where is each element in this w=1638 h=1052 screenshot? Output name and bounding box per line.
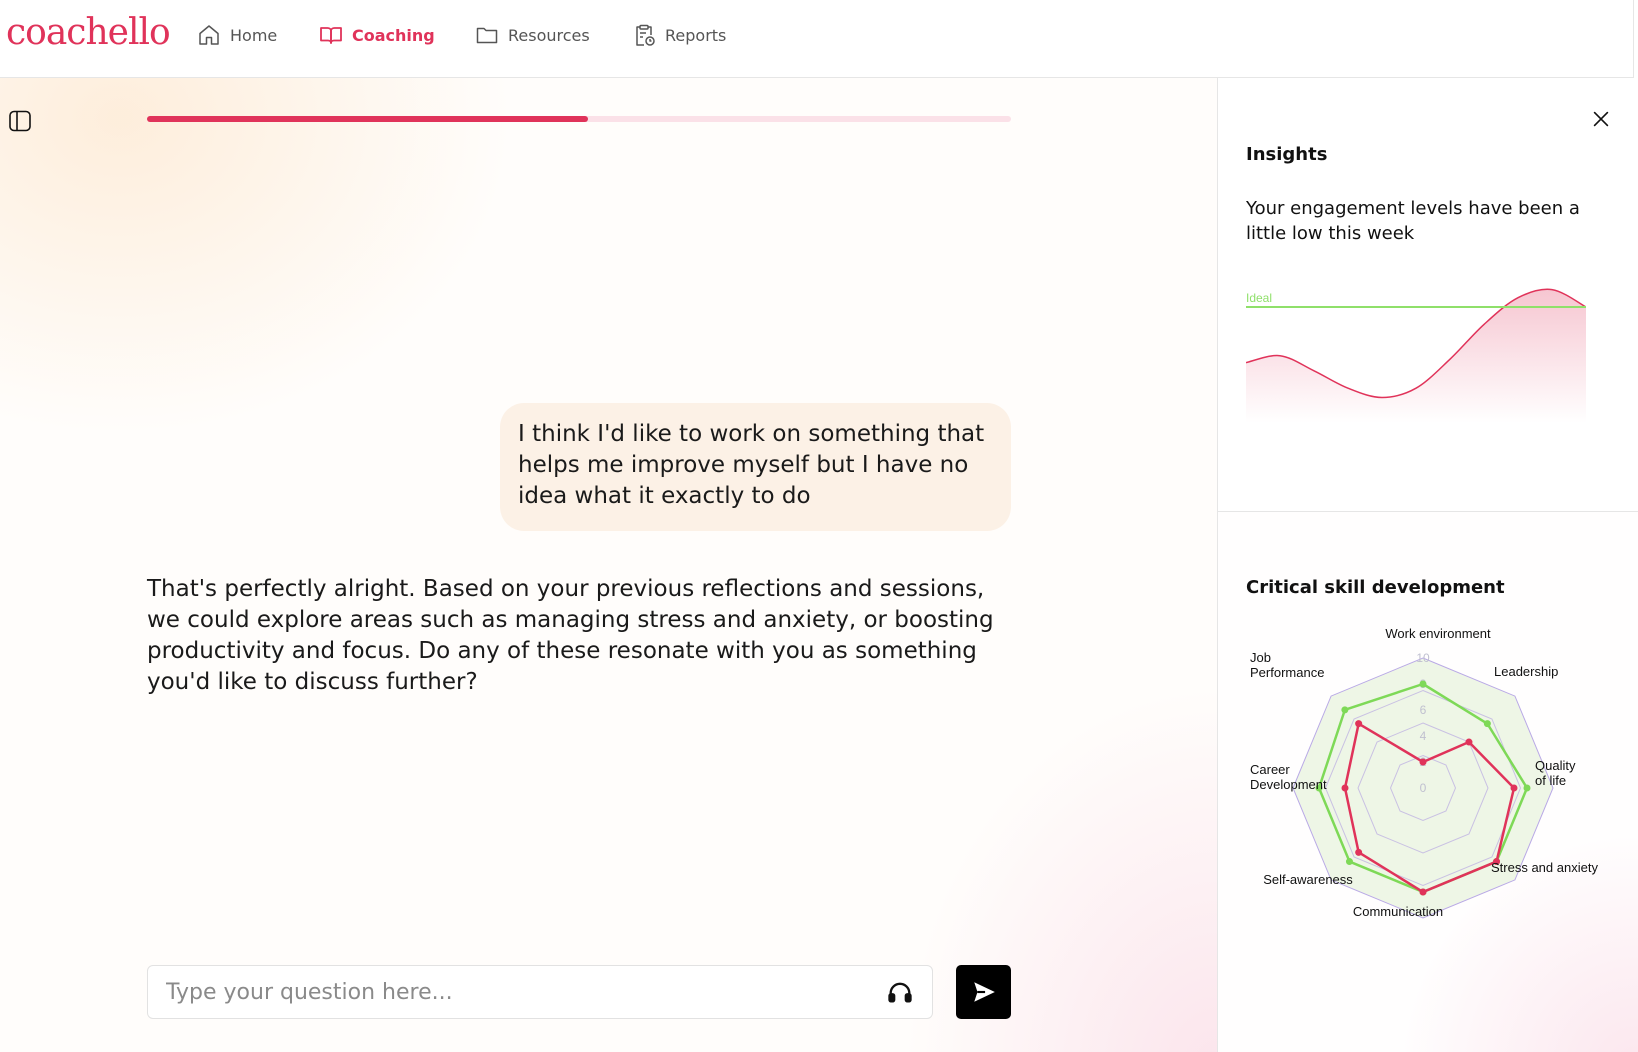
radar-data-point xyxy=(1341,706,1348,713)
assistant-message: That's perfectly alright. Based on your previous reflections and sessions, we could explore areas such as managing stress and anxiety, or boosting productivity and focus. Do any of these resonate with you as something you'd like to discuss further? xyxy=(147,576,994,695)
sidebar-toggle-icon[interactable] xyxy=(8,109,32,133)
send-icon xyxy=(971,979,997,1005)
nav-item-resources[interactable] xyxy=(475,22,590,48)
radar-axis-label: Job Performance xyxy=(1250,650,1325,680)
engagement-summary: Your engagement levels have been a little low this week xyxy=(1246,198,1580,244)
headphones-icon[interactable] xyxy=(886,978,914,1006)
chat-area xyxy=(0,78,1217,1052)
coachello-logo[interactable]: coachello xyxy=(6,12,170,53)
radar-data-point xyxy=(1420,889,1427,896)
radar-tick-label: 10 xyxy=(1416,651,1430,665)
radar-data-point xyxy=(1420,759,1427,766)
radar-axis-label: Self-awareness xyxy=(1263,872,1353,887)
radar-tick-label: 6 xyxy=(1419,703,1427,717)
radar-data-point xyxy=(1511,785,1518,792)
home-icon xyxy=(197,23,221,47)
radar-axis-label: Stress and anxiety xyxy=(1491,860,1598,875)
radar-axis-label: Leadership xyxy=(1494,664,1559,679)
nav-item-label: Reports xyxy=(665,25,727,45)
radar-data-point xyxy=(1355,720,1362,727)
chat-input[interactable] xyxy=(166,980,886,1005)
book-open-icon xyxy=(319,23,343,47)
nav-item-coaching[interactable] xyxy=(319,22,435,48)
radar-axis-label: Career Development xyxy=(1250,762,1327,792)
engagement-chart xyxy=(1246,268,1586,423)
close-icon[interactable] xyxy=(1590,108,1612,130)
radar-axis-label: Work environment xyxy=(1385,626,1491,641)
nav-item-home[interactable] xyxy=(197,22,277,48)
radar-data-point xyxy=(1346,858,1353,865)
session-progress-fill xyxy=(147,116,588,122)
clipboard-report-icon xyxy=(632,23,656,47)
send-button[interactable] xyxy=(956,965,1011,1019)
chat-input-container xyxy=(147,965,933,1019)
radar-axis-label: Quality of life xyxy=(1535,758,1576,788)
radar-data-point xyxy=(1355,849,1362,856)
nav-item-label: Home xyxy=(230,25,278,45)
skill-radar-chart xyxy=(1238,618,1638,938)
top-navigation xyxy=(0,0,1634,78)
folder-icon xyxy=(475,23,499,47)
insights-panel xyxy=(1217,78,1638,1052)
skills-title: Critical skill development xyxy=(1246,577,1505,598)
nav-item-label: Resources xyxy=(508,25,590,45)
radar-data-point xyxy=(1465,739,1472,746)
radar-data-point xyxy=(1342,785,1349,792)
nav-item-reports[interactable] xyxy=(632,22,726,48)
ideal-label: Ideal xyxy=(1246,291,1273,305)
radar-tick-label: 0 xyxy=(1419,781,1427,795)
radar-tick-label: 4 xyxy=(1419,729,1427,743)
insights-title: Insights xyxy=(1246,144,1328,165)
user-message: I think I'd like to work on something that helps me improve myself but I have no idea what it exactly to do xyxy=(500,403,1011,531)
radar-axis-label: Communication xyxy=(1352,904,1444,919)
radar-data-point xyxy=(1420,681,1427,688)
engagement-area xyxy=(1246,289,1586,423)
radar-data-point xyxy=(1524,785,1531,792)
session-progress-bar xyxy=(147,116,1011,122)
nav-item-label: Coaching xyxy=(352,25,435,45)
radar-data-point xyxy=(1484,720,1491,727)
